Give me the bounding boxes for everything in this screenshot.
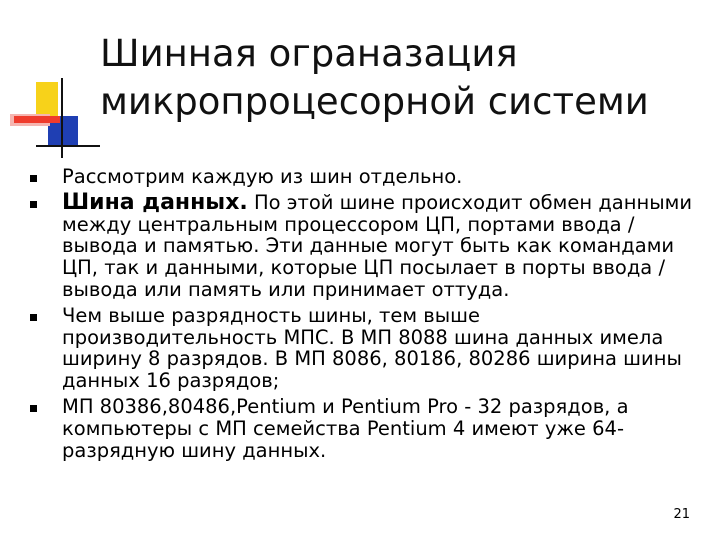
bullet-item xyxy=(30,166,700,188)
bullet-text: Рассмотрим каждую из шин отдельно. xyxy=(62,165,463,188)
title-line-2: микропроцесорной системи xyxy=(100,80,649,123)
bullet-square-icon xyxy=(30,405,37,412)
bullet-item xyxy=(30,189,700,301)
page-number: 21 xyxy=(673,507,690,522)
title-decoration xyxy=(0,0,100,160)
slide-title xyxy=(100,30,700,126)
bullet-square-icon xyxy=(30,201,37,208)
deco-red-bar xyxy=(14,116,60,123)
bullet-lead: Шина данных. xyxy=(62,189,248,215)
bullet-text: Чем выше разрядность шины, тем выше производительность МПС. В МП 8088 шина данных имела ширину 8 разрядов. В МП 8086, 80186, 80286 ширина шины данных 16 разрядов; xyxy=(62,303,682,393)
bullet-square-icon xyxy=(30,175,37,182)
title-line-1: Шинная ограназация xyxy=(100,32,518,75)
bullet-square-icon xyxy=(30,314,37,321)
bullet-list xyxy=(30,166,700,465)
bullet-text: По этой шине происходит обмен данными между центральным процессором ЦП, портами ввода /вывода и памятью. Эти данные могут быть как командами ЦП, так и данными, которые ЦП посылает в порты ввода /вывода или память или принимает оттуда. xyxy=(62,190,693,301)
bullet-item xyxy=(30,396,700,461)
bullet-text: МП 80386,80486,Pentium и Pentium Pro - 32 разрядов, а компьютеры с МП семейства Pentium 4 имеют уже 64-разрядную шину данных. xyxy=(62,394,629,462)
bullet-item xyxy=(30,305,700,392)
